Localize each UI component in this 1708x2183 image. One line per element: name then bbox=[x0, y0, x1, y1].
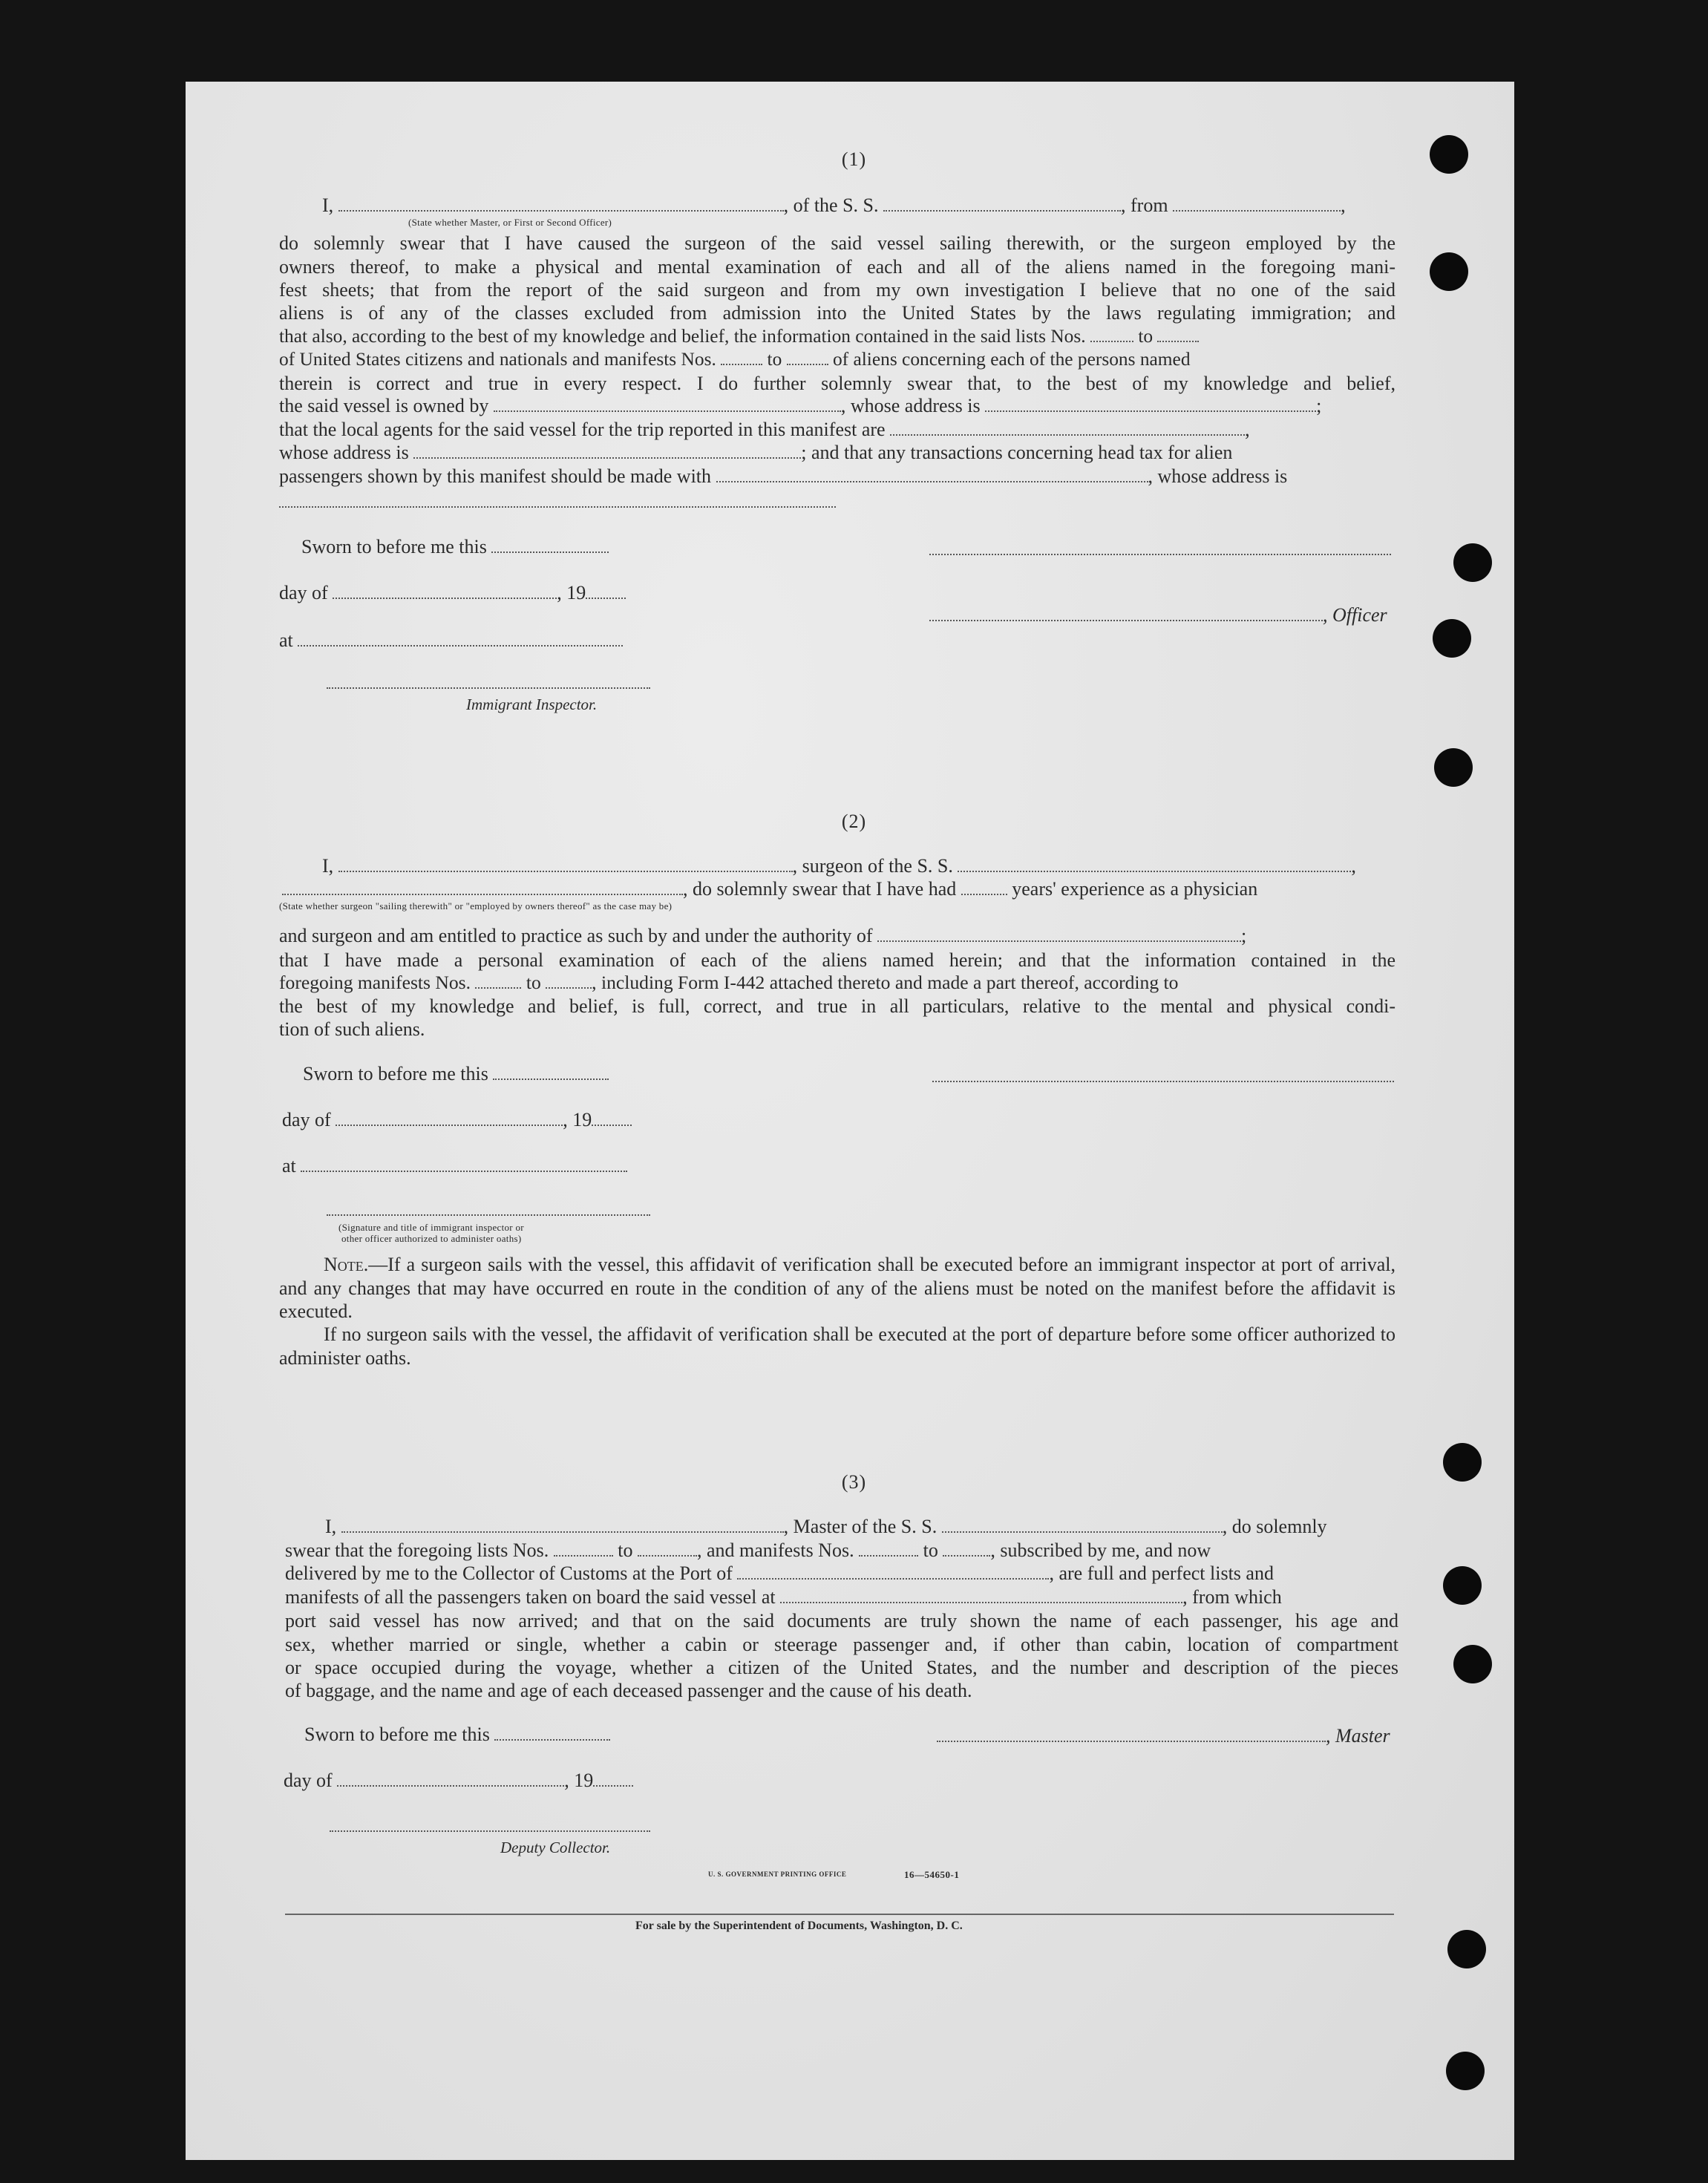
text: , whose address is bbox=[840, 395, 981, 416]
text: Sworn to before me this bbox=[301, 536, 487, 557]
day-line bbox=[279, 582, 626, 604]
sworn-line bbox=[303, 1063, 609, 1085]
blank-field[interactable] bbox=[1173, 195, 1341, 212]
text: to bbox=[618, 1539, 633, 1561]
blank-field[interactable] bbox=[586, 583, 626, 599]
blank-field[interactable] bbox=[593, 1770, 633, 1787]
affidavit-line bbox=[279, 465, 1287, 488]
punch-hole bbox=[1447, 1930, 1486, 1968]
blank-field[interactable] bbox=[338, 856, 793, 872]
day-line bbox=[282, 1109, 632, 1131]
blank-field[interactable] bbox=[279, 506, 836, 508]
officer-title-field[interactable] bbox=[929, 605, 1323, 621]
blank-field[interactable] bbox=[942, 1516, 1223, 1533]
text: , whose address is bbox=[1148, 465, 1288, 487]
text: , bbox=[1245, 419, 1250, 440]
field-note: (State whether surgeon "sailing therewith" or "employed by owners thereof" as the case may be) bbox=[279, 900, 673, 912]
affidavit-line bbox=[279, 348, 1191, 370]
affidavit-text: or space occupied during the voyage, whether a citizen of the United States, and the number and description of the pieces bbox=[285, 1657, 1398, 1678]
text: to bbox=[1138, 326, 1154, 347]
text: , surgeon of the S. S. bbox=[792, 855, 953, 877]
text: that also, according to the best of my knowledge and belief, the information contained in the said lists Nos. bbox=[279, 326, 1086, 347]
blank-field[interactable] bbox=[338, 195, 784, 212]
blank-field[interactable] bbox=[985, 396, 1316, 412]
section-number: (1) bbox=[841, 148, 867, 170]
punch-hole bbox=[1453, 543, 1492, 582]
inspector-signature-field[interactable] bbox=[327, 687, 650, 689]
inspector-label: Immigrant Inspector. bbox=[466, 696, 598, 713]
blank-field[interactable] bbox=[298, 630, 623, 647]
blank-field[interactable] bbox=[301, 1156, 627, 1172]
blank-field[interactable] bbox=[961, 879, 1007, 895]
blank-field[interactable] bbox=[883, 195, 1121, 212]
blank-field[interactable] bbox=[877, 926, 1241, 942]
text: swear that the foregoing lists Nos. bbox=[285, 1539, 549, 1561]
text: years' experience as a physician bbox=[1012, 878, 1258, 900]
text: , 19 bbox=[564, 1770, 594, 1791]
blank-field[interactable] bbox=[494, 1724, 610, 1741]
blank-field[interactable] bbox=[494, 396, 841, 412]
blank-field[interactable] bbox=[787, 349, 828, 365]
officer-line bbox=[929, 604, 1387, 626]
affidavit-line bbox=[285, 1539, 1211, 1562]
text: day of bbox=[284, 1770, 333, 1791]
punch-hole bbox=[1433, 619, 1471, 658]
text: , from bbox=[1121, 194, 1168, 216]
text: day of bbox=[279, 582, 328, 603]
blank-field[interactable] bbox=[859, 1540, 918, 1557]
text: the said vessel is owned by bbox=[279, 395, 489, 416]
at-line bbox=[279, 629, 623, 652]
punch-hole bbox=[1443, 1566, 1482, 1605]
sale-notice: For sale by the Superintendent of Documents, Washington, D. C. bbox=[635, 1919, 963, 1932]
note-label: Note. bbox=[324, 1254, 369, 1275]
affidavit-text: tion of such aliens. bbox=[279, 1018, 425, 1040]
text: , do solemnly swear that I have had bbox=[683, 878, 957, 900]
blank-field[interactable] bbox=[638, 1540, 697, 1557]
text: Sworn to before me this bbox=[304, 1724, 490, 1745]
text: ; bbox=[1241, 925, 1247, 946]
affidavit-text: aliens is of any of the classes excluded from admission into the United States by the laws regulating immigration; and bbox=[279, 302, 1395, 324]
affidavit-line bbox=[322, 855, 1356, 877]
text: , subscribed by me, and now bbox=[990, 1539, 1211, 1561]
blank-field[interactable] bbox=[337, 1770, 564, 1787]
text: of aliens concerning each of the persons named bbox=[832, 349, 1191, 370]
affidavit-text: owners thereof, to make a physical and mental examination of each and all of the aliens named in the foregoing mani- bbox=[279, 256, 1395, 278]
punch-hole bbox=[1446, 2052, 1485, 2090]
surgeon-signature-field[interactable] bbox=[932, 1081, 1394, 1082]
note-paragraph: If no surgeon sails with the vessel, the affidavit of verification shall be executed at the port of departure before some officer authorized to administer oaths. bbox=[279, 1323, 1395, 1369]
blank-field[interactable] bbox=[716, 466, 1148, 482]
affidavit-text: therein is correct and true in every respect. I do further solemnly swear that, to the best of my knowledge and belief, bbox=[279, 373, 1395, 394]
blank-field[interactable] bbox=[737, 1563, 1049, 1580]
affidavit-line bbox=[279, 925, 1246, 947]
blank-field[interactable] bbox=[780, 1587, 1182, 1603]
text: delivered by me to the Collector of Customs at the Port of bbox=[285, 1562, 733, 1584]
master-signature-field[interactable] bbox=[937, 1726, 1326, 1742]
blank-field[interactable] bbox=[491, 537, 609, 553]
form-code: 16—54650-1 bbox=[904, 1869, 960, 1880]
text: , from which bbox=[1182, 1586, 1282, 1608]
text: whose address is bbox=[279, 442, 409, 463]
section-number: (2) bbox=[841, 811, 867, 832]
affidavit-line bbox=[279, 325, 1199, 347]
text: day of bbox=[282, 1109, 331, 1130]
text: ; and that any transactions concerning head tax for alien bbox=[801, 442, 1233, 463]
affidavit-text: port said vessel has now arrived; and that on the said documents are truly shown the name of each passenger, his age and bbox=[285, 1610, 1398, 1631]
blank-field[interactable] bbox=[554, 1540, 613, 1557]
punch-hole bbox=[1430, 252, 1468, 291]
text: manifests of all the passengers taken on board the said vessel at bbox=[285, 1586, 776, 1608]
text: to bbox=[923, 1539, 938, 1561]
affidavit-line bbox=[322, 194, 1346, 217]
blank-field[interactable] bbox=[493, 1064, 609, 1080]
text: I, bbox=[322, 194, 334, 216]
officer-signature-field[interactable] bbox=[929, 554, 1391, 555]
blank-field[interactable] bbox=[282, 879, 683, 895]
field-note: (State whether Master, or First or Second Officer) bbox=[408, 217, 612, 228]
text: , and manifests Nos. bbox=[697, 1539, 854, 1561]
note-text: —If a surgeon sails with the vessel, this affidavit of verification shall be executed before an immigrant inspector at port of arrival, and any changes that may have occurred en route in the condition of any of the aliens must be noted on the manifest before the affidavit is executed. bbox=[279, 1254, 1395, 1322]
affidavit-text: fest sheets; that from the report of the said surgeon and from my own investigation I believe that no one of the said bbox=[279, 279, 1395, 301]
affidavit-line bbox=[285, 1586, 1282, 1608]
at-line bbox=[282, 1155, 627, 1177]
sworn-line bbox=[301, 536, 609, 558]
blank-field[interactable] bbox=[475, 972, 521, 989]
text: that the local agents for the said vessel for the trip reported in this manifest are bbox=[279, 419, 886, 440]
text: , 19 bbox=[557, 582, 586, 603]
collector-signature-field[interactable] bbox=[330, 1830, 650, 1832]
blank-field[interactable] bbox=[958, 856, 1351, 872]
text: at bbox=[282, 1155, 296, 1176]
affidavit-line bbox=[279, 442, 1232, 464]
affidavit-text: do solemnly swear that I have caused the surgeon of the said vessel sailing therewith, or the surgeon employed by the bbox=[279, 232, 1395, 254]
affidavit-line bbox=[279, 395, 1321, 417]
text: Sworn to before me this bbox=[303, 1063, 488, 1084]
text: to bbox=[526, 972, 541, 993]
text: , 19 bbox=[563, 1109, 592, 1130]
text: , bbox=[1341, 194, 1346, 216]
blank-field[interactable] bbox=[890, 419, 1245, 436]
section-number: (3) bbox=[841, 1471, 867, 1493]
blank-field[interactable] bbox=[1157, 326, 1199, 342]
text: , Master of the S. S. bbox=[783, 1516, 938, 1537]
affidavit-line bbox=[285, 1562, 1274, 1585]
affidavit-line bbox=[325, 1516, 1327, 1538]
gpo-imprint: U. S. GOVERNMENT PRINTING OFFICE bbox=[708, 1871, 847, 1878]
collector-label: Deputy Collector. bbox=[500, 1839, 611, 1856]
blank-field[interactable] bbox=[336, 1110, 563, 1126]
text: to bbox=[767, 349, 782, 370]
inspector-signature-field[interactable] bbox=[327, 1214, 650, 1216]
text: , including Form I-442 attached thereto and made a part thereof, according to bbox=[592, 972, 1179, 993]
blank-field[interactable] bbox=[1090, 326, 1133, 342]
blank-field[interactable] bbox=[721, 349, 762, 365]
affidavit-line bbox=[279, 972, 1178, 994]
text: and surgeon and am entitled to practice as such by and under the authority of bbox=[279, 925, 873, 946]
sworn-line bbox=[304, 1724, 610, 1746]
signature-note: other officer authorized to administer oaths) bbox=[341, 1233, 522, 1244]
master-label: , Master bbox=[1326, 1725, 1390, 1747]
affidavit-line bbox=[282, 878, 1257, 900]
note-paragraph bbox=[279, 1253, 1395, 1323]
blank-field[interactable] bbox=[592, 1110, 632, 1126]
punch-hole bbox=[1453, 1645, 1492, 1683]
punch-hole bbox=[1434, 748, 1473, 787]
affidavit-text: that I have made a personal examination of each of the aliens named herein; and that the information contained in the bbox=[279, 949, 1395, 971]
text: I, bbox=[322, 855, 334, 877]
blank-field[interactable] bbox=[546, 972, 592, 989]
officer-label: , Officer bbox=[1323, 604, 1387, 626]
blank-field[interactable] bbox=[341, 1516, 784, 1533]
master-line bbox=[937, 1725, 1390, 1747]
day-line bbox=[284, 1770, 633, 1792]
affidavit-text: the best of my knowledge and belief, is full, correct, and true in all particulars, relative to the mental and physical condi- bbox=[279, 995, 1395, 1017]
text: I, bbox=[325, 1516, 337, 1537]
signature-note: (Signature and title of immigrant inspector or bbox=[338, 1222, 524, 1233]
affidavit-text: sex, whether married or single, whether a cabin or steerage passenger and, if other than cabin, location of compartment bbox=[285, 1634, 1398, 1655]
text: of United States citizens and nationals and manifests Nos. bbox=[279, 349, 716, 370]
text: at bbox=[279, 629, 293, 651]
blank-field[interactable] bbox=[943, 1540, 990, 1557]
text: passengers shown by this manifest should be made with bbox=[279, 465, 712, 487]
text: foregoing manifests Nos. bbox=[279, 972, 471, 993]
text: , of the S. S. bbox=[783, 194, 879, 216]
affidavit-line bbox=[279, 419, 1250, 441]
footer-rule bbox=[285, 1914, 1394, 1915]
text: , do solemnly bbox=[1222, 1516, 1327, 1537]
affidavit-text: of baggage, and the name and age of each deceased passenger and the cause of his death. bbox=[285, 1680, 972, 1701]
blank-field[interactable] bbox=[413, 442, 801, 459]
text: ; bbox=[1316, 395, 1322, 416]
blank-field[interactable] bbox=[333, 583, 557, 599]
text: , are full and perfect lists and bbox=[1049, 1562, 1274, 1584]
text: , bbox=[1351, 855, 1356, 877]
